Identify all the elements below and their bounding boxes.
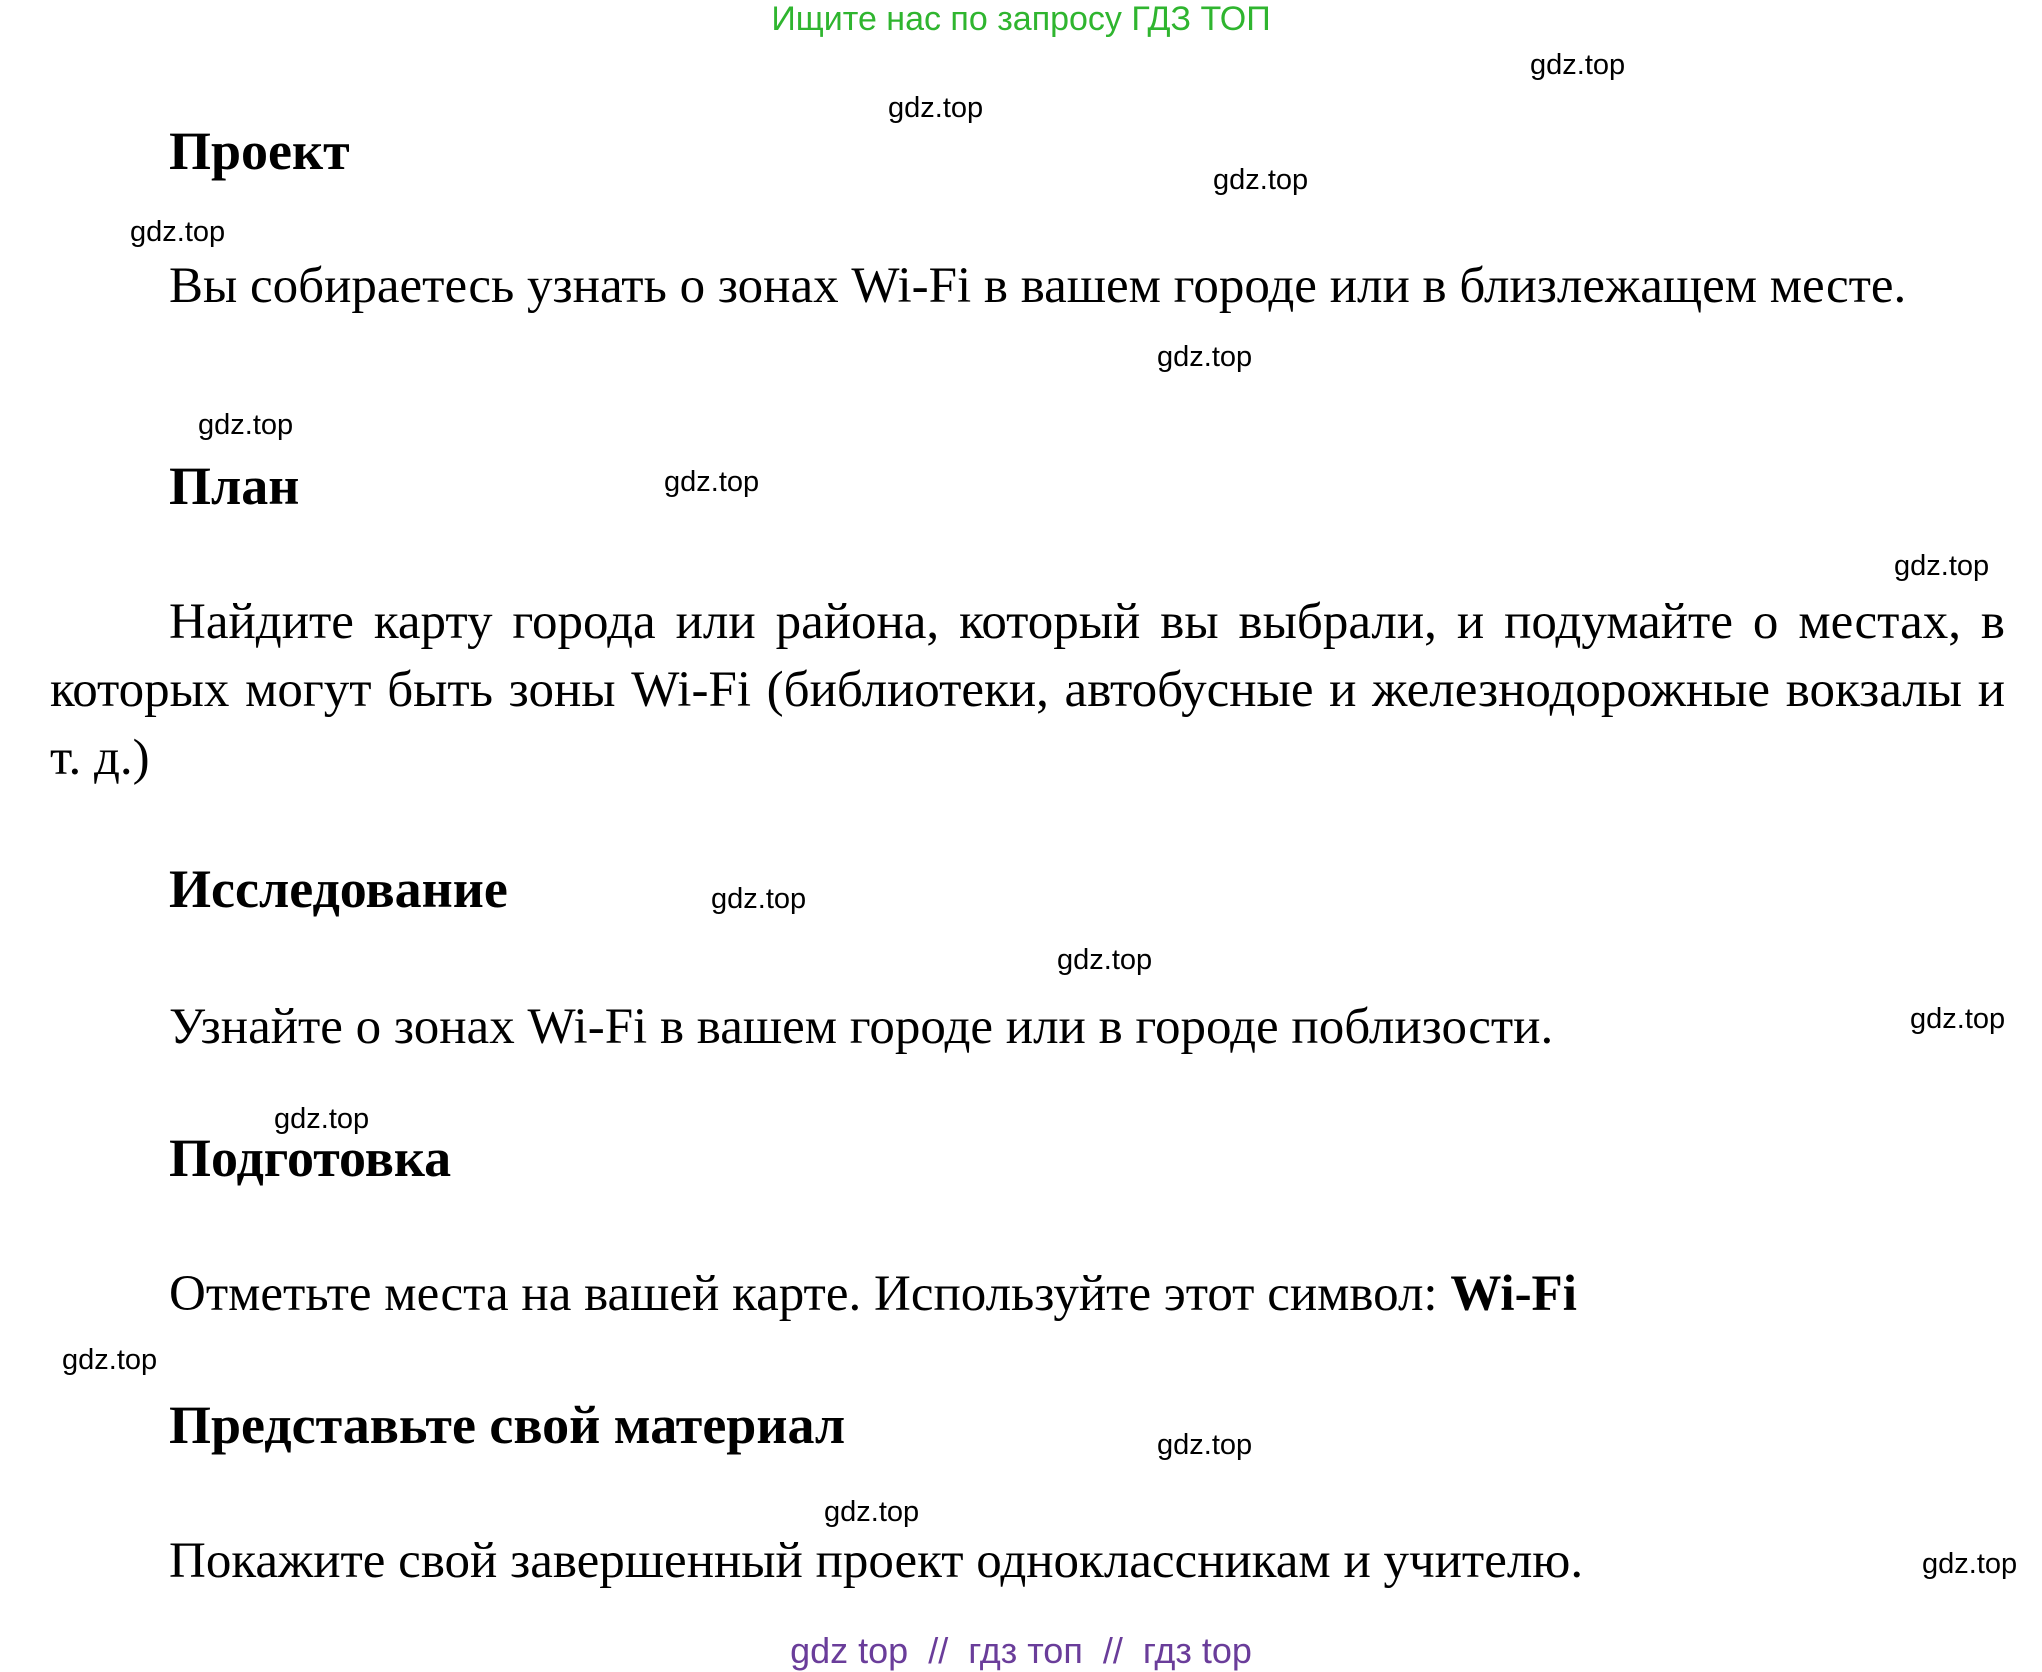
presentation-text: Покажите свой завершенный проект одноклассникам и учителю. — [169, 1533, 1584, 1589]
watermark: gdz.top — [1922, 1548, 2018, 1580]
heading-research: Исследование — [169, 859, 508, 919]
heading-project: Проект — [169, 121, 350, 181]
watermark: gdz.top — [664, 466, 760, 498]
preparation-text: Отметьте места на вашей карте. Используйте этот символ: — [169, 1266, 1438, 1322]
watermark: gdz.top — [1894, 550, 1990, 582]
heading-presentation: Представьте свой материал — [169, 1395, 846, 1455]
watermark: gdz.top — [1530, 49, 1626, 81]
watermark: gdz.top — [888, 92, 984, 124]
watermark: gdz.top — [1910, 1003, 2006, 1035]
watermark: gdz.top — [198, 409, 294, 441]
watermark: gdz.top — [1157, 341, 1253, 373]
heading-preparation: Подготовка — [169, 1128, 452, 1188]
watermark: gdz.top — [62, 1344, 158, 1376]
watermark: gdz.top — [711, 883, 807, 915]
research-text: Узнайте о зонах Wi-Fi в вашем городе или в городе поблизости. — [169, 999, 1554, 1055]
watermark: gdz.top — [274, 1103, 370, 1135]
wifi-symbol: Wi-Fi — [1450, 1266, 1577, 1322]
watermark: gdz.top — [130, 216, 226, 248]
watermark: gdz.top — [1157, 1429, 1253, 1461]
watermark: gdz.top — [824, 1496, 920, 1528]
plan-text: Найдите карту города или района, который вы выбрали, и подумайте о местах, в которых могут быть зоны Wi-Fi (библиотеки, автобусные и железнодорожные вокзалы и т. д.) — [50, 594, 2005, 786]
watermark: gdz.top — [1213, 164, 1309, 196]
heading-plan: План — [169, 456, 300, 516]
project-text: Вы собираетесь узнать о зонах Wi-Fi в вашем городе или в близлежащем месте. — [169, 258, 1907, 314]
preparation-paragraph — [169, 1260, 1577, 1328]
watermark: gdz.top — [1057, 944, 1153, 976]
top-banner: Ищите нас по запросу ГДЗ ТОП — [771, 0, 1271, 38]
bottom-banner: gdz top // гдз топ // гдз top — [790, 1630, 1252, 1671]
